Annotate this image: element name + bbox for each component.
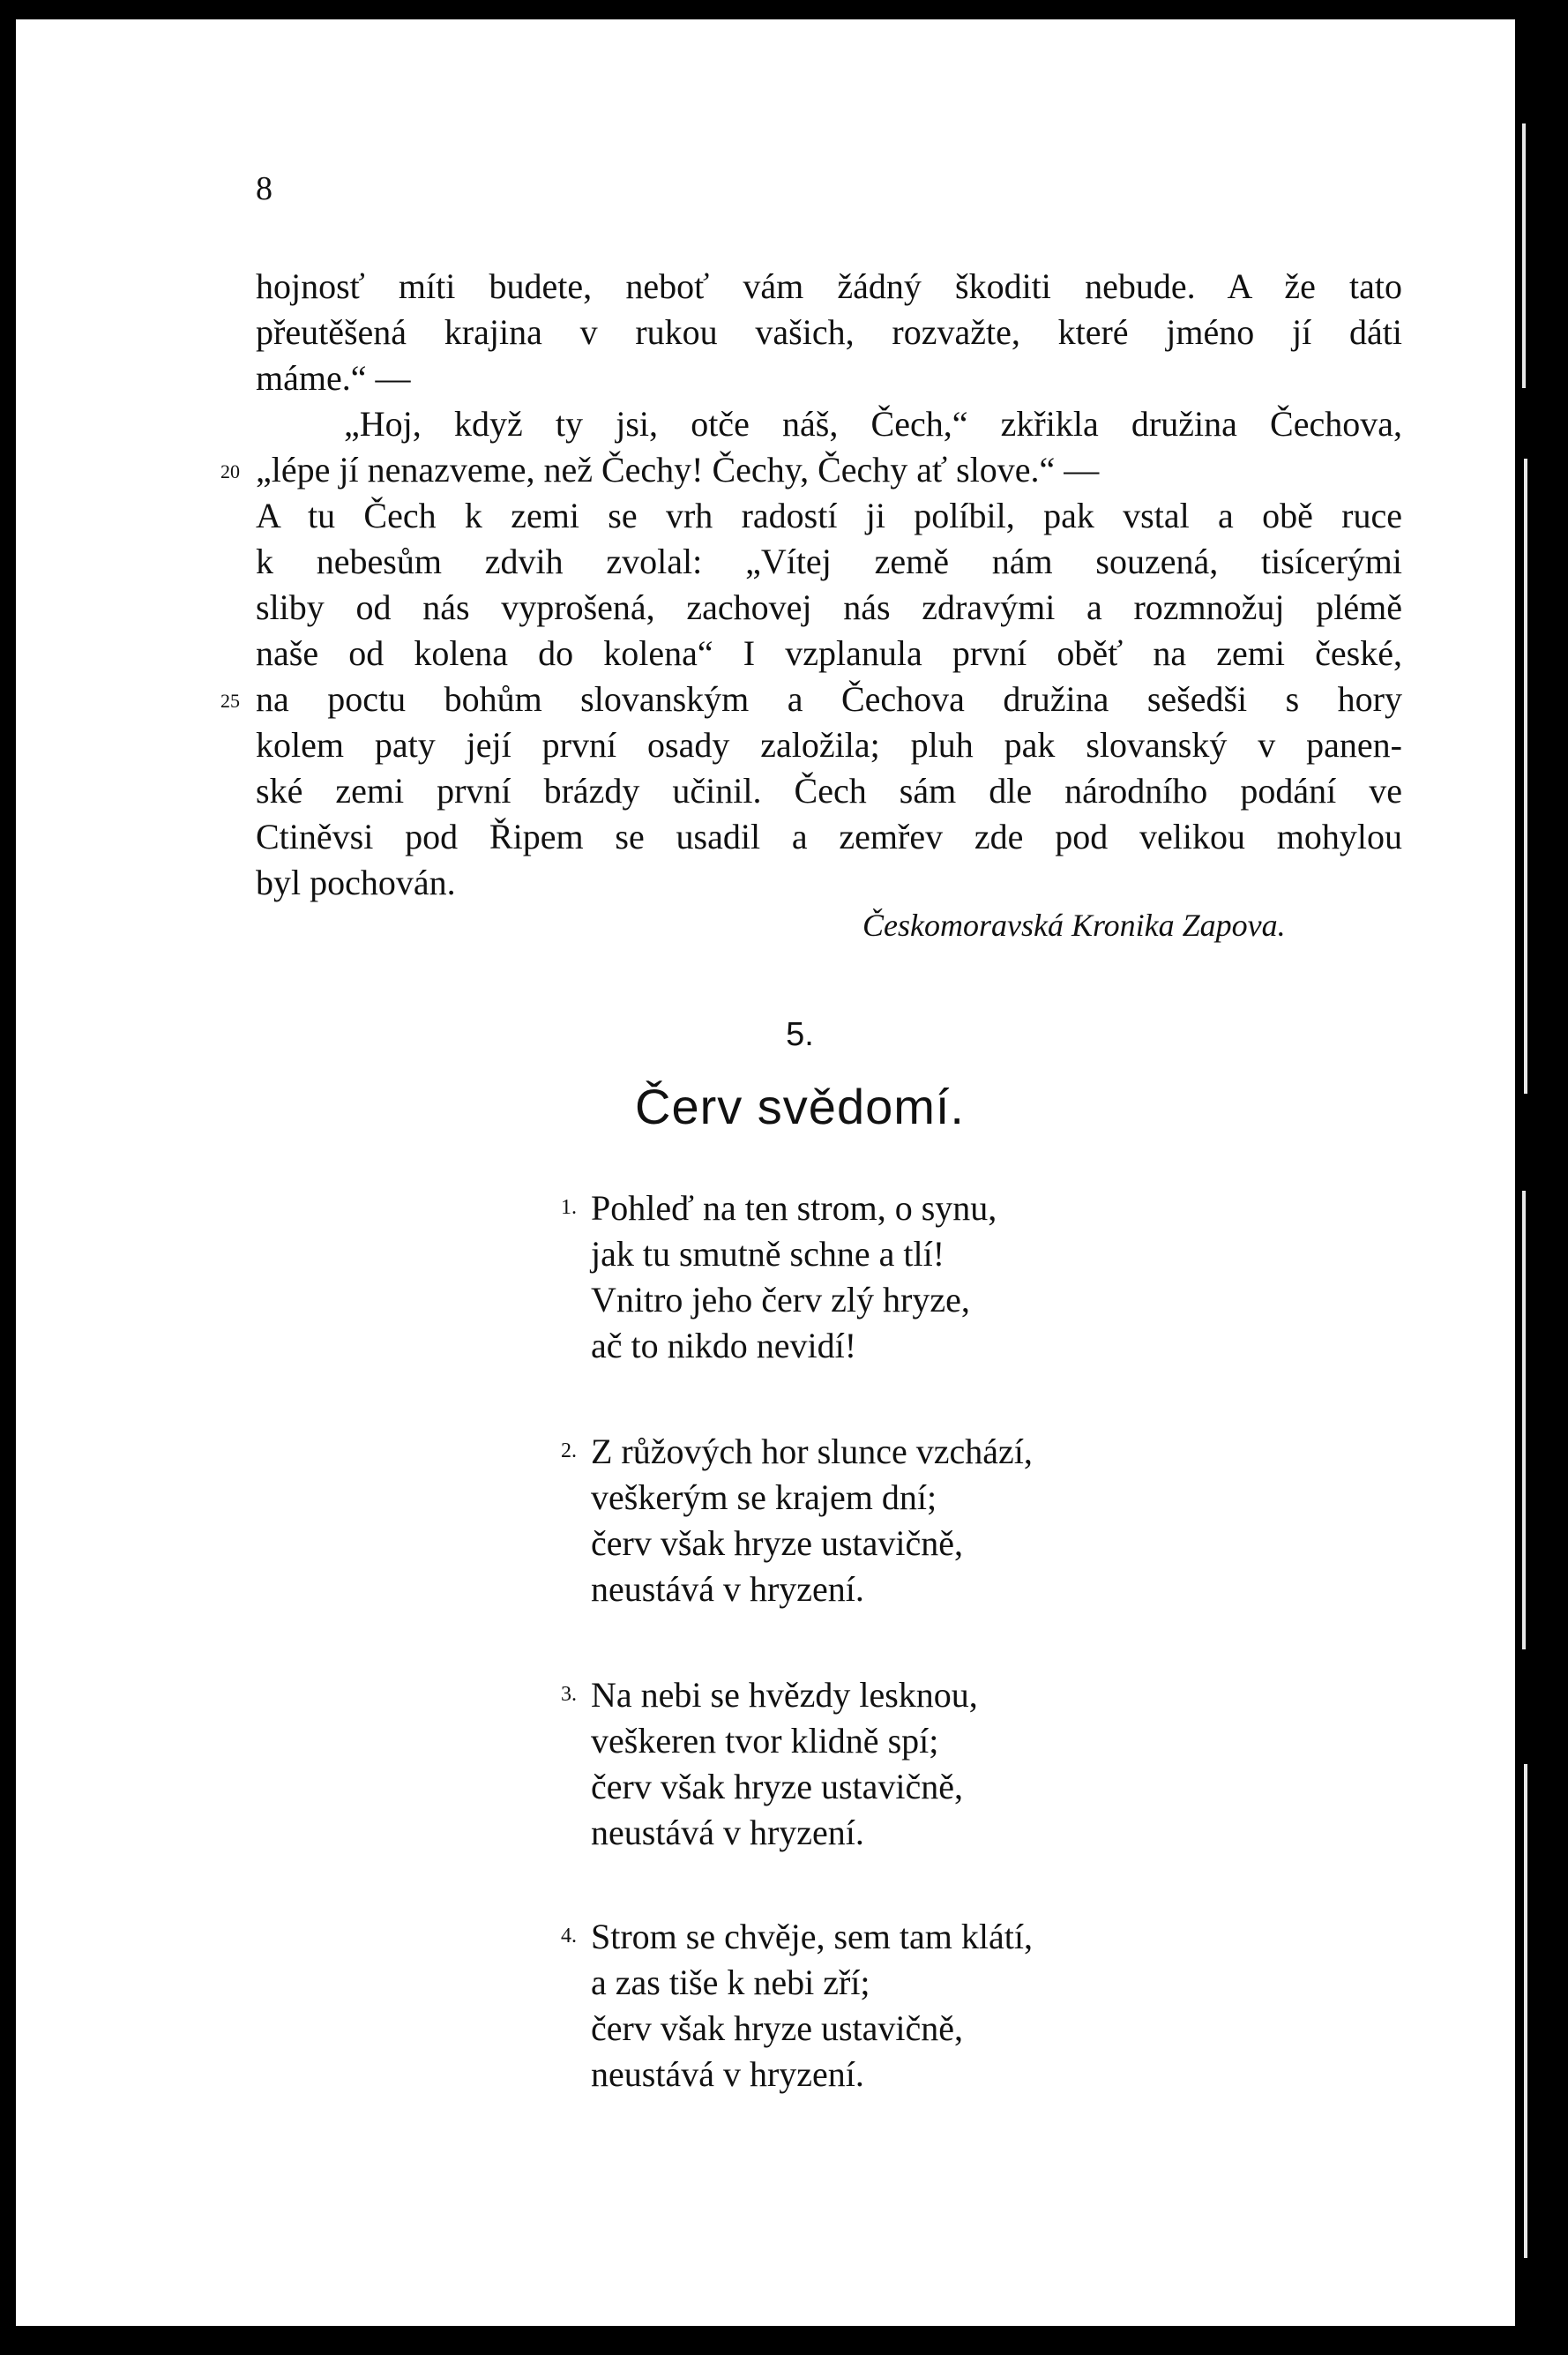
book-page xyxy=(16,19,1515,2326)
verse-line: červ však hryze ustavičně, xyxy=(591,1523,964,1563)
verse-line: červ však hryze ustavičně, xyxy=(591,1767,964,1806)
prose-line: na poctu bohům slovanským a Čechova družina sešedši s hory xyxy=(256,679,1402,719)
verse-line: Vnitro jeho červ zlý hryze, xyxy=(591,1280,970,1320)
prose-line: „lépe jí nenazveme, než Čechy! Čechy, Čechy ať slove.“ — xyxy=(256,450,1100,490)
scan-edge xyxy=(1515,0,1568,2355)
verse-line: neustává v hryzení. xyxy=(591,1569,864,1609)
prose-line: Ctiněvsi pod Řipem se usadil a zemřev zde pod velikou mohylou xyxy=(256,817,1402,856)
verse-line: Z růžových hor slunce vzchází, xyxy=(591,1432,1033,1471)
scan-edge-mark xyxy=(1522,123,1526,388)
line-number: 20 xyxy=(220,460,240,482)
stanza-number: 3. xyxy=(561,1683,577,1706)
source-attribution: Českomoravská Kronika Zapova. xyxy=(862,908,1286,943)
prose-line: sliby od nás vyprošená, zachovej nás zdravými a rozmnožuj plémě xyxy=(256,587,1402,627)
prose-line: máme.“ — xyxy=(256,358,411,398)
verse-line: Strom se chvěje, sem tam klátí, xyxy=(591,1917,1033,1956)
stanza-number: 1. xyxy=(561,1196,577,1219)
stanza-number: 4. xyxy=(561,1925,577,1948)
prose-line: kolem paty její první osady založila; pluh pak slovanský v panen- xyxy=(256,725,1402,765)
verse-line: veškeren tvor klidně spí; xyxy=(591,1721,939,1761)
verse-line: Pohleď na ten strom, o synu, xyxy=(591,1188,997,1228)
scan-edge-mark xyxy=(1524,459,1527,1094)
prose-line: naše od kolena do kolena“ I vzplanula první oběť na zemi české, xyxy=(256,633,1402,673)
verse-line: neustává v hryzení. xyxy=(591,1813,864,1852)
verse-line: ač to nikdo nevidí! xyxy=(591,1326,857,1365)
prose-line: A tu Čech k zemi se vrh radostí ji políbil, pak vstal a obě ruce xyxy=(256,496,1402,535)
verse-line: a zas tiše k nebi zří; xyxy=(591,1962,870,2002)
verse-line: Na nebi se hvězdy lesknou, xyxy=(591,1675,978,1715)
verse-line: neustává v hryzení. xyxy=(591,2054,864,2094)
scan-edge-mark xyxy=(1524,1764,1527,2258)
verse-line: veškerým se krajem dní; xyxy=(591,1477,937,1517)
prose-line: ské zemi první brázdy učinil. Čech sám dle národního podání ve xyxy=(256,771,1402,811)
section-number: 5. xyxy=(786,1016,814,1053)
scan-edge-mark xyxy=(1522,1191,1526,1649)
prose-line: „Hoj, když ty jsi, otče náš, Čech,“ zkřikla družina Čechova, xyxy=(344,404,1402,444)
prose-line: k nebesům zdvih zvolal: „Vítej země nám souzená, tisícerými xyxy=(256,542,1402,581)
prose-line: byl pochován. xyxy=(256,863,456,902)
verse-line: červ však hryze ustavičně, xyxy=(591,2008,964,2048)
poem-title: Červ svědomí. xyxy=(635,1079,965,1134)
page-number: 8 xyxy=(256,170,273,207)
prose-line: hojnosť míti budete, neboť vám žádný škoditi nebude. A že tato xyxy=(256,266,1402,306)
line-number: 25 xyxy=(220,690,240,712)
stanza-number: 2. xyxy=(561,1439,577,1462)
prose-line: přeutěšená krajina v rukou vašich, rozvažte, které jméno jí dáti xyxy=(256,312,1402,352)
verse-line: jak tu smutně schne a tlí! xyxy=(591,1234,945,1274)
